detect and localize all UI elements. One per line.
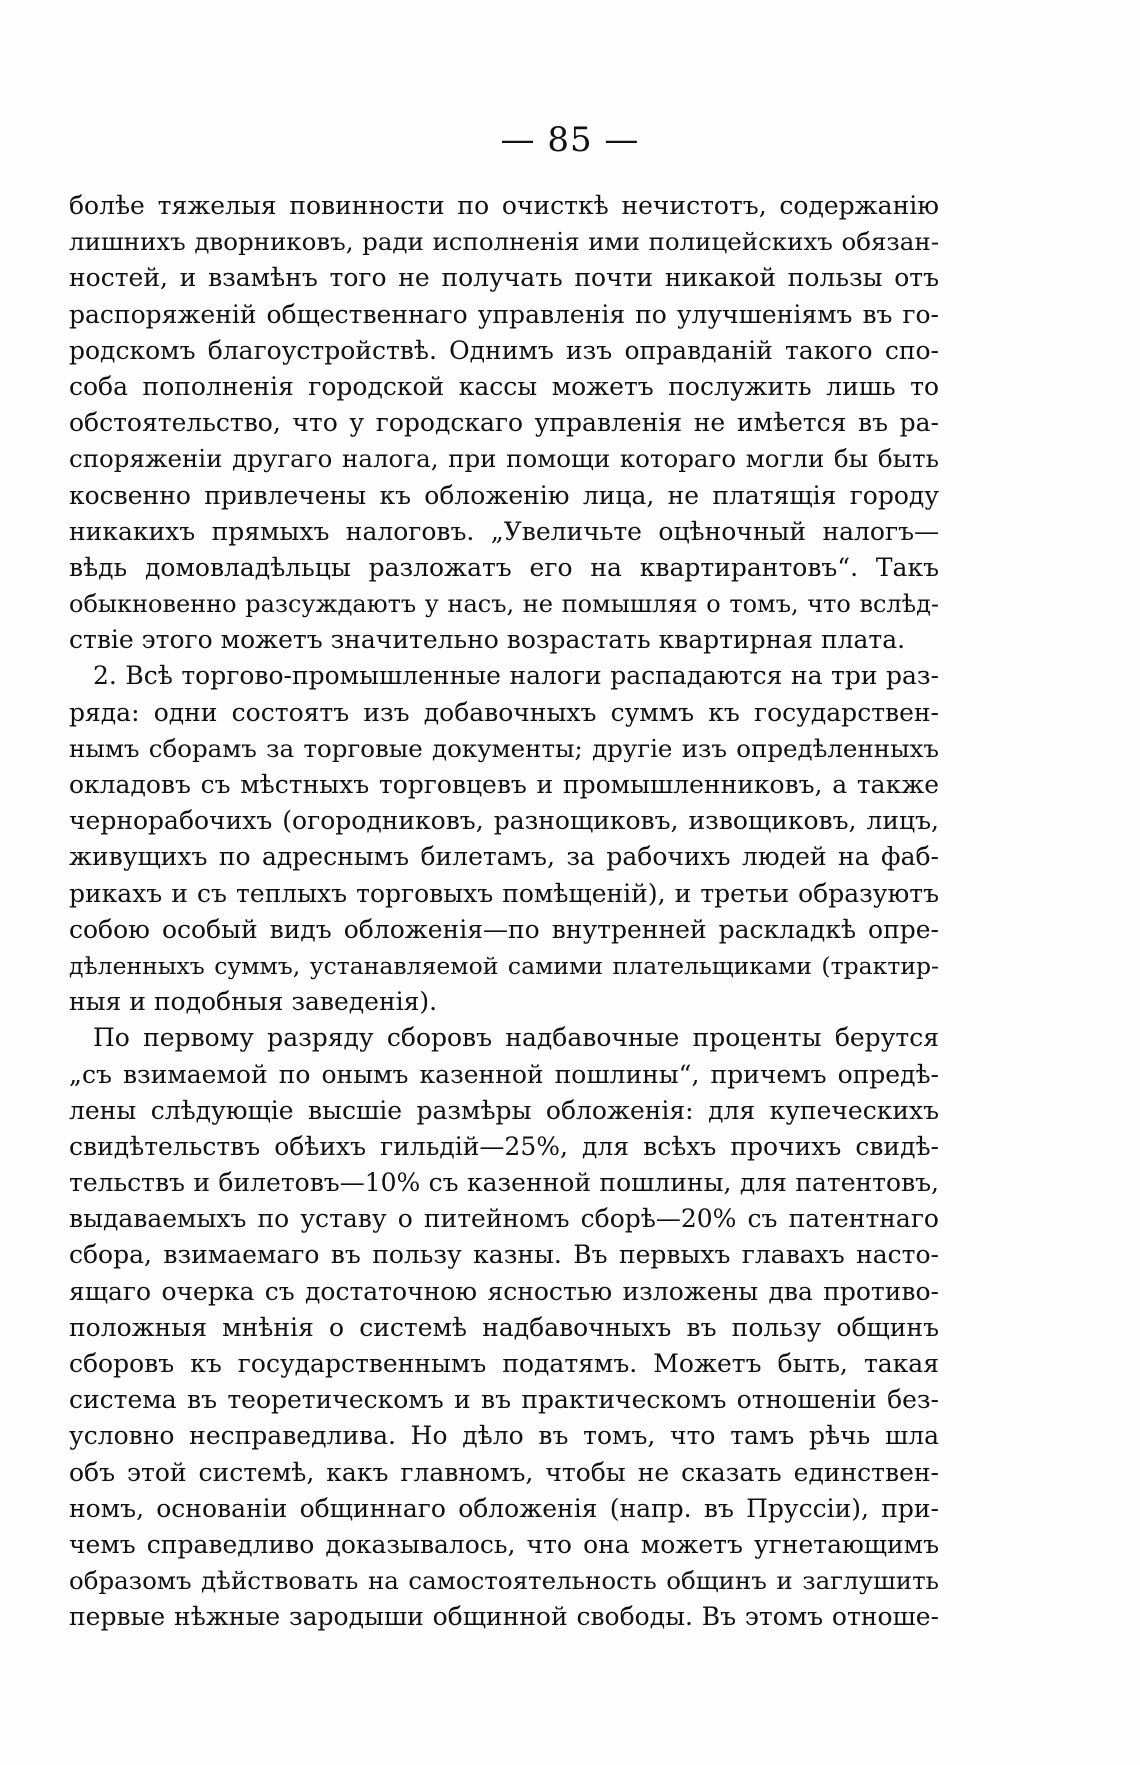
text-line: рикахъ и съ теплыхъ торговыхъ помѣщеній), и третьи образуютъ [69,878,939,908]
text-line: лены слѣдующіе высшіе размѣры обложенія: для купеческихъ [69,1095,939,1125]
text-line: вѣдь домовладѣльцы разложатъ его на квартирантовъ“. Такъ [69,552,939,582]
text-line: окладовъ съ мѣстныхъ торговцевъ и промышленниковъ, а также [69,770,939,799]
text-line: живущихъ по адреснымъ билетамъ, за рабочихъ людей на фаб- [69,842,939,872]
text-line: нымъ сборамъ за торговые документы; другіе изъ опредѣленныхъ [69,733,939,763]
text-line: сборовъ къ государственнымъ податямъ. Можетъ быть, такая [69,1349,939,1378]
text-line: ящаго очерка съ достаточною ясностью изложены два противо- [69,1276,939,1306]
text-line: условно несправедлива. Но дѣло въ томъ, что тамъ рѣчь шла [69,1421,939,1451]
text-line: чернорабочихъ (огородниковъ, разнощиковъ, извощиковъ, лицъ, [69,806,939,836]
text-line: никакихъ прямыхъ налоговъ. „Увеличьте оцѣночный налогъ— [69,516,939,546]
text-line: выдаваемыхъ по уставу о питейномъ сборѣ—20% съ патентнаго [69,1204,939,1234]
text-line: распоряженій общественнаго управленія по улучшеніямъ въ го- [69,299,939,329]
text-line: По первому разряду сборовъ надбавочные проценты берутся [93,1023,939,1053]
text-line: сбора, взимаемаго въ пользу казны. Въ первыхъ главахъ насто- [69,1240,939,1270]
text-line: положныя мнѣнія о системѣ надбавочныхъ въ пользу общинъ [69,1312,939,1342]
text-line: чемъ справедливо доказывалось, что она можетъ угнетающимъ [69,1529,939,1559]
text-line: тельствъ и билетовъ—10% съ казенной пошлины, для патентовъ, [69,1168,939,1198]
text-line: ствіе этого можетъ значительно возрастать квартирная плата. [69,625,906,655]
text-line: собою особый видъ обложенія—по внутренней раскладкѣ опре- [69,914,939,944]
text-line: споряженіи другаго налога, при помощи котораго могли бы быть [69,444,939,474]
text-line: косвенно привлечены къ обложенію лица, не платящія городу [69,480,939,510]
text-line: ныя и подобныя заведенія). [69,987,438,1017]
text-line: обыкновенно разсуждаютъ у насъ, не помышляя о томъ, что вслѣд- [69,590,939,619]
text-line: свидѣтельствъ обѣихъ гильдій—25%, для всѣхъ прочихъ свидѣ- [69,1131,939,1161]
text-line: „съ взимаемой по онымъ казенной пошлины“, причемъ опредѣ- [69,1059,939,1089]
text-line: болѣе тяжелыя повинности по очисткѣ нечистотъ, содержанію [69,191,939,220]
text-line: лишнихъ дворниковъ, ради исполненія ими полицейскихъ обязан- [69,227,939,257]
text-line: номъ, основаніи общиннаго обложенія (напр. въ Пруссіи), при- [69,1493,939,1523]
text-line: первые нѣжные зародыши общинной свободы. Въ этомъ отноше- [69,1602,939,1632]
body-text [69,188,939,1636]
text-line: 2. Всѣ торгово-промышленные налоги распадаются на три раз- [93,661,939,691]
text-line: ряда: одни состоятъ изъ добавочныхъ суммъ къ государствен- [69,697,939,727]
page-number: — 85 — [500,120,640,160]
text-line: дѣленныхъ суммъ, устанавляемой самими плательщиками (трактир- [69,951,939,980]
text-line: родскомъ благоустройствѣ. Однимъ изъ оправданій такого спо- [69,335,939,365]
text-line: объ этой системѣ, какъ главномъ, чтобы не сказать единствен- [69,1457,939,1487]
text-line: образомъ дѣйствовать на самостоятельность общинъ и заглушить [69,1566,939,1596]
text-line: соба пополненія городской кассы можетъ послужить лишь то [69,371,939,401]
text-line: система въ теоретическомъ и въ практическомъ отношеніи без- [69,1385,939,1415]
text-line: обстоятельство, что у городскаго управленія не имѣется въ ра- [69,408,939,438]
text-line: ностей, и взамѣнъ того не получать почти никакой пользы отъ [69,263,939,293]
